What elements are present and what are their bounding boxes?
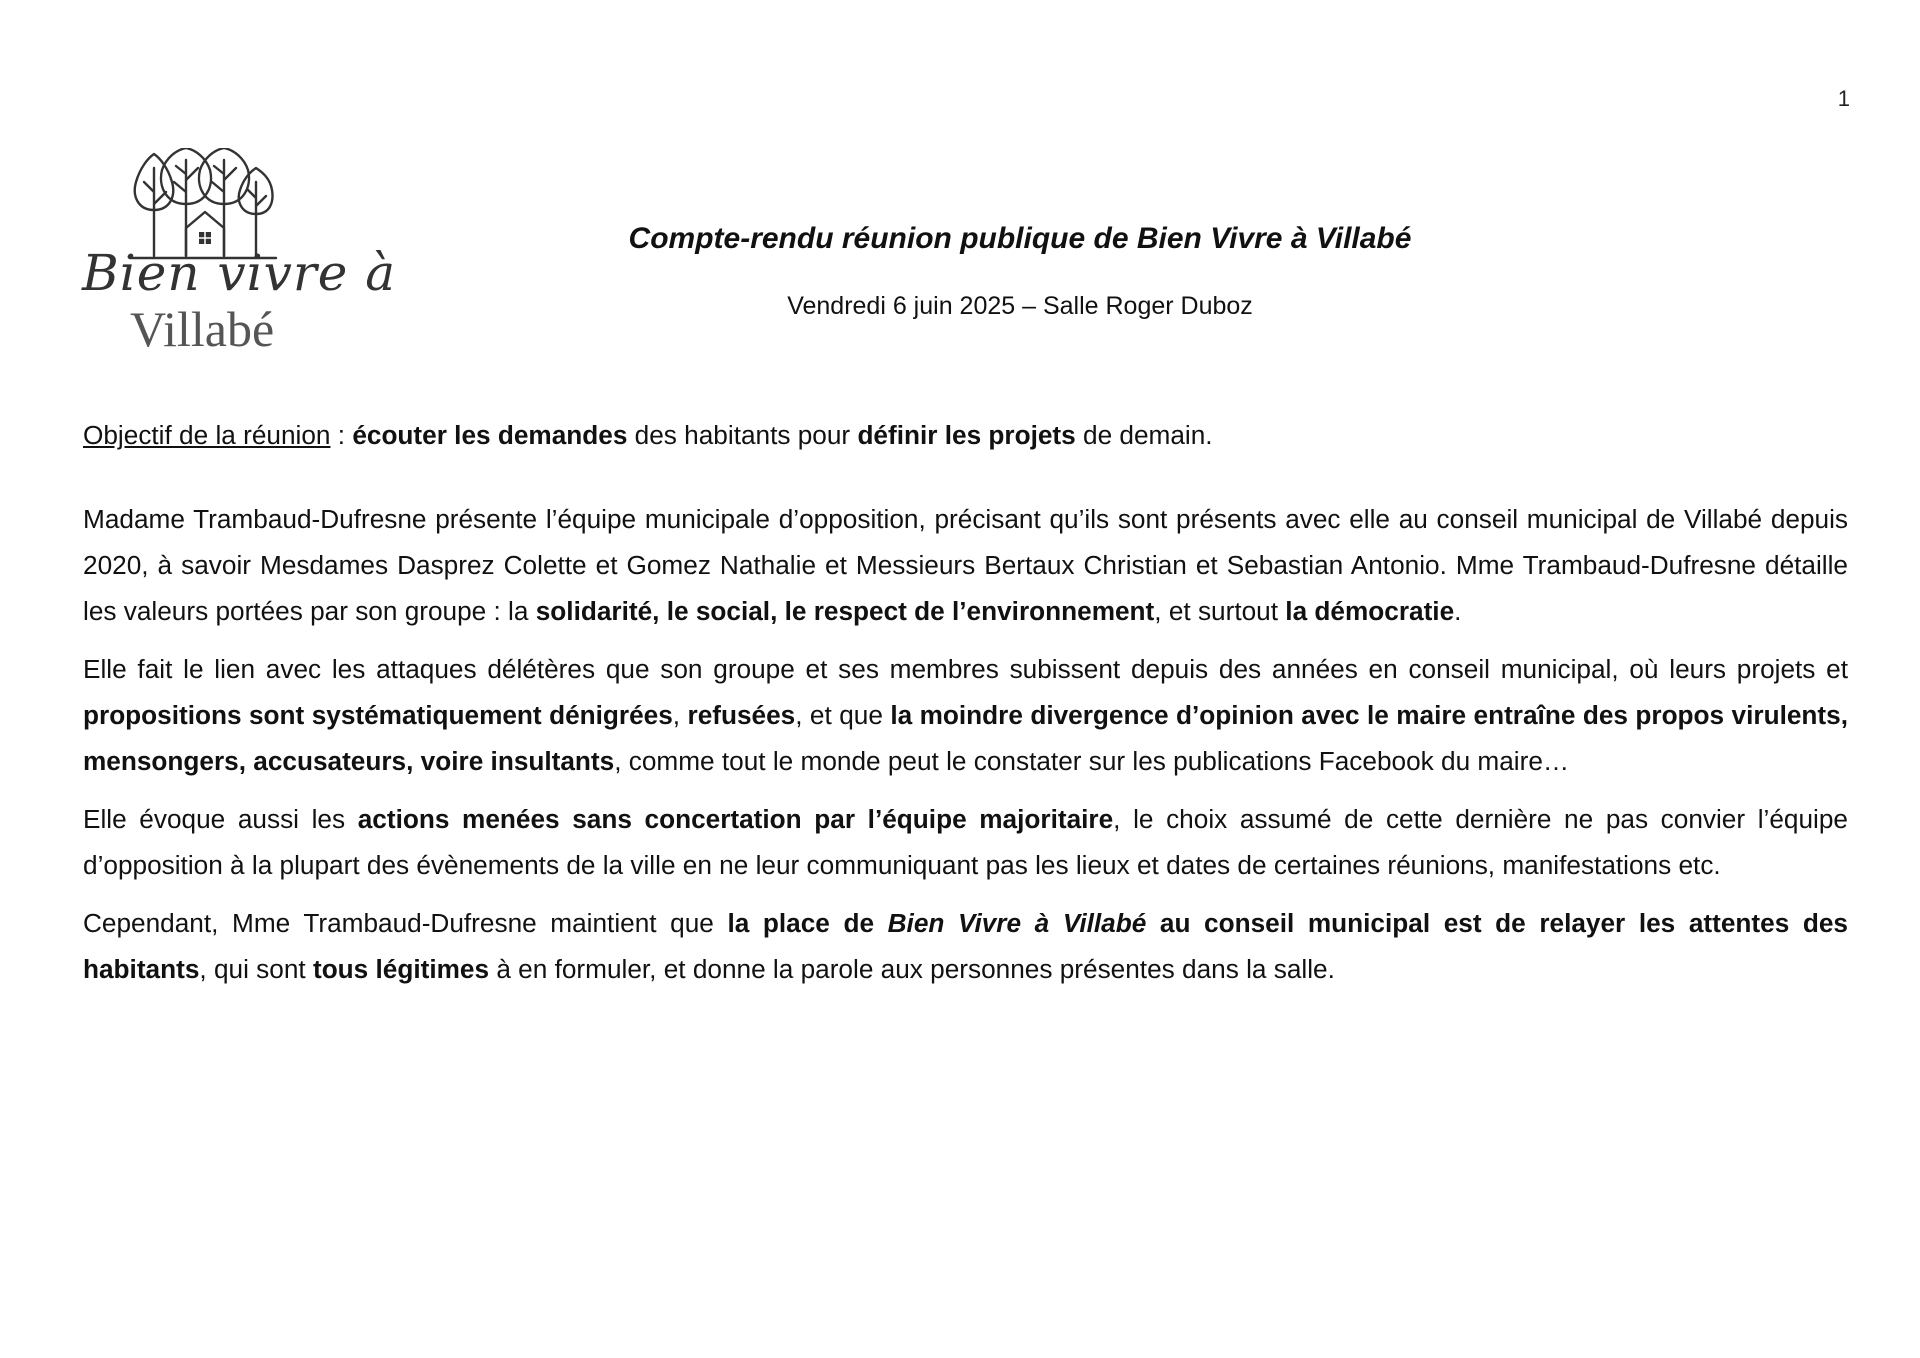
logo-name-text: Villabé bbox=[130, 301, 275, 357]
objective-paragraph: Objectif de la réunion : écouter les demandes des habitants pour définir les projets de demain. bbox=[83, 420, 1213, 450]
document-subtitle: Vendredi 6 juin 2025 – Salle Roger Duboz bbox=[787, 292, 1253, 320]
paragraph-4: Cependant, Mme Trambaud-Dufresne maintient que la place de Bien Vivre à Villabé au conseil municipal est de relayer les attentes des habitants, qui sont tous légitimes à en formuler, et donne la parole aux personnes présentes dans la salle. bbox=[83, 908, 1848, 984]
document-body bbox=[83, 412, 1848, 1004]
paragraph-3: Elle évoque aussi les actions menées sans concertation par l’équipe majoritaire, le choix assumé de cette dernière ne pas convier l’équipe d’opposition à la plupart des évènements de la ville en ne leur communiquant pas les lieux et dates de certaines réunions, manifestations etc. bbox=[83, 804, 1848, 880]
logo bbox=[78, 148, 397, 358]
paragraph-1: Madame Trambaud-Dufresne présente l’équipe municipale d’opposition, précisant qu’ils sont présents avec elle au conseil municipal de Villabé depuis 2020, à savoir Mesdames Dasprez Colette et Gomez Nathalie et Messieurs Bertaux Christian et Sebastian Antonio. Mme Trambaud-Dufresne détaille les valeurs portées par son groupe : la solidarité, le social, le respect de l’environnement, et surtout la démocratie. bbox=[83, 504, 1848, 626]
page-number: 1 bbox=[1837, 86, 1850, 111]
document-title: Compte-rendu réunion publique de Bien Vivre à Villabé bbox=[628, 222, 1412, 255]
paragraph-2: Elle fait le lien avec les attaques délétères que son groupe et ses membres subissent depuis des années en conseil municipal, où leurs projets et propositions sont systématiquement dénigrées, refusées, et que la moindre divergence d’opinion avec le maire entraîne des propos virulents, mensongers, accusateurs, voire insultants, comme tout le monde peut le constater sur les publications Facebook du maire… bbox=[83, 654, 1848, 776]
objective-label: Objectif de la réunion bbox=[83, 420, 331, 450]
logo-script-text: Bien vivre à bbox=[82, 244, 397, 302]
